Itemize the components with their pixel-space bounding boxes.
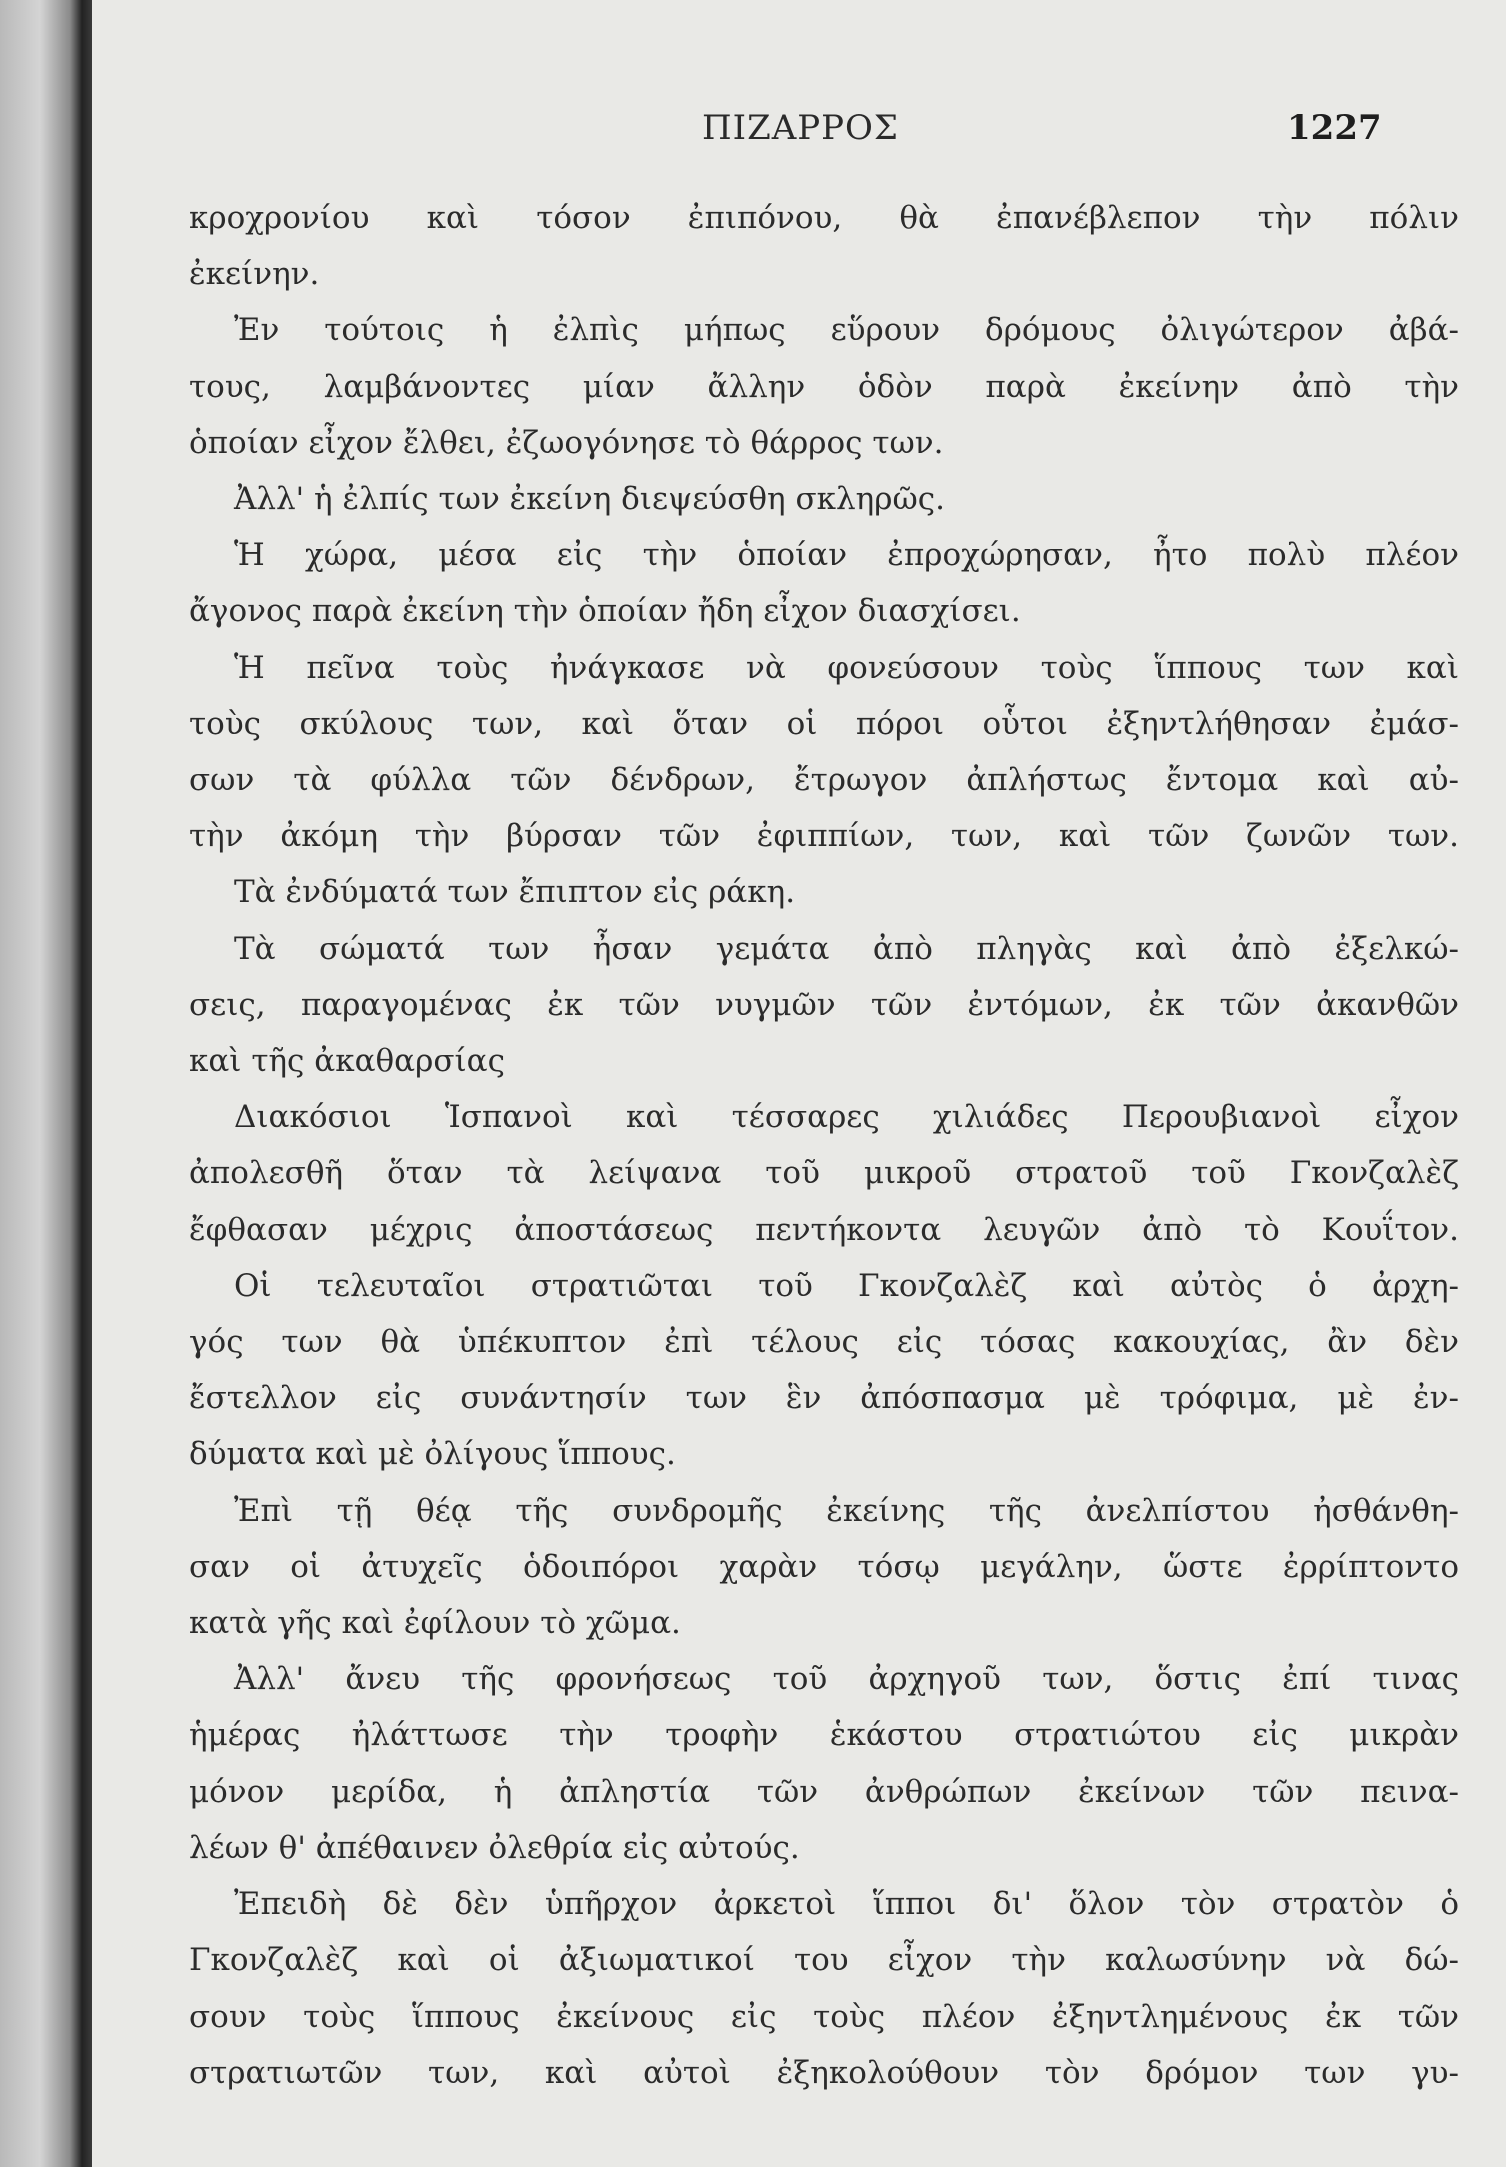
text-line: Τὰ ἐνδύματά των ἔπιπτον εἰς ράκη. xyxy=(234,874,796,911)
text-line: Ἐπειδὴ δὲ δὲν ὑπῆρχον ἀρκετοὶ ἵπποι δι' ὅλον τὸν στρατὸν ὁ xyxy=(234,1886,1459,1923)
text-line: τὴν ἀκόμη τὴν βύρσαν τῶν ἐφιππίων, των, καὶ τῶν ζωνῶν των. xyxy=(189,818,1459,855)
text-line: γός των θὰ ὑπέκυπτον ἐπὶ τέλους εἰς τόσας κακουχίας, ἂν δὲν xyxy=(189,1324,1459,1361)
running-title: ΠΙΖΑΡΡΟΣ xyxy=(702,108,899,148)
text-line: Ἡ πεῖνα τοὺς ἠνάγκασε νὰ φονεύσουν τοὺς ἵππους των καὶ xyxy=(234,649,1459,686)
text-line: σαν οἱ ἀτυχεῖς ὁδοιπόροι χαρὰν τόσῳ μεγάλην, ὥστε ἐρρίπτοντο xyxy=(189,1548,1459,1585)
text-line: τους, λαμβάνοντες μίαν ἄλλην ὁδὸν παρὰ ἐκείνην ἀπὸ τὴν xyxy=(189,368,1459,405)
page-number: 1227 xyxy=(1287,108,1382,148)
text-line: στρατιωτῶν των, καὶ αὐτοὶ ἐξηκολούθουν τὸν δρόμον των γυ- xyxy=(189,2054,1459,2091)
text-line: Διακόσιοι Ἱσπανοὶ καὶ τέσσαρες χιλιάδες Περουβιανοὶ εἶχον xyxy=(234,1099,1459,1136)
text-line: τοὺς σκύλους των, καὶ ὅταν οἱ πόροι οὗτοι ἐξηντλήθησαν ἐμάσ- xyxy=(189,705,1459,742)
page-header xyxy=(92,108,1506,158)
text-line: σεις, παραγομένας ἐκ τῶν νυγμῶν τῶν ἐντόμων, ἐκ τῶν ἀκανθῶν xyxy=(189,986,1459,1023)
text-line: Οἱ τελευταῖοι στρατιῶται τοῦ Γκονζαλὲζ καὶ αὐτὸς ὁ ἀρχη- xyxy=(234,1267,1459,1304)
text-line: Ἡ χώρα, μέσα εἰς τὴν ὁποίαν ἐπροχώρησαν, ἦτο πολὺ πλέον xyxy=(234,537,1459,574)
text-line: κροχρονίου καὶ τόσον ἐπιπόνου, θὰ ἐπανέβλεπον τὴν πόλιν xyxy=(189,200,1459,236)
book-page xyxy=(92,0,1506,2167)
text-line: δύματα καὶ μὲ ὀλίγους ἵππους. xyxy=(189,1436,676,1473)
text-line: σων τὰ φύλλα τῶν δένδρων, ἔτρωγον ἀπλήστως ἔντομα καὶ αὐ- xyxy=(189,762,1459,799)
text-line: Ἐπὶ τῇ θέᾳ τῆς συνδρομῆς ἐκείνης τῆς ἀνελπίστου ἠσθάνθη- xyxy=(234,1492,1459,1529)
text-line: ἔφθασαν μέχρις ἀποστάσεως πεντήκοντα λευγῶν ἀπὸ τὸ Κουΐτον. xyxy=(189,1211,1459,1248)
book-binding-shadow xyxy=(0,0,92,2167)
text-line: Γκονζαλὲζ καὶ οἱ ἀξιωματικοί του εἶχον τὴν καλωσύνην νὰ δώ- xyxy=(189,1942,1459,1979)
text-line: σουν τοὺς ἵππους ἐκείνους εἰς τοὺς πλέον ἐξηντλημένους ἐκ τῶν xyxy=(189,1998,1459,2035)
text-line: ἐκείνην. xyxy=(189,256,320,293)
text-line: Τὰ σώματά των ἦσαν γεμάτα ἀπὸ πληγὰς καὶ ἀπὸ ἐξελκώ- xyxy=(234,930,1459,967)
text-line: καὶ τῆς ἀκαθαρσίας xyxy=(189,1043,505,1080)
body-text xyxy=(189,190,1459,2101)
text-line: Ἀλλ' ἡ ἐλπίς των ἐκείνη διεψεύσθη σκληρῶς. xyxy=(234,481,945,518)
text-line: ἀπολεσθῆ ὅταν τὰ λείψανα τοῦ μικροῦ στρατοῦ τοῦ Γκονζαλὲζ xyxy=(189,1155,1459,1192)
text-line: ἡμέρας ἠλάττωσε τὴν τροφὴν ἑκάστου στρατιώτου εἰς μικρὰν xyxy=(189,1717,1459,1754)
text-line: Ἐν τούτοις ἡ ἐλπὶς μήπως εὕρουν δρόμους ὀλιγώτερον ἀβά- xyxy=(234,312,1459,349)
text-line: ὁποίαν εἶχον ἔλθει, ἐζωογόνησε τὸ θάρρος των. xyxy=(189,424,944,461)
text-line: κατὰ γῆς καὶ ἐφίλουν τὸ χῶμα. xyxy=(189,1605,681,1642)
text-line: ἄγονος παρὰ ἐκείνη τὴν ὁποίαν ἤδη εἶχον διασχίσει. xyxy=(189,593,1021,630)
text-line: ἔστελλον εἰς συνάντησίν των ἓν ἀπόσπασμα μὲ τρόφιμα, μὲ ἐν- xyxy=(189,1380,1459,1417)
text-line: λέων θ' ἀπέθαινεν ὀλεθρία εἰς αὐτούς. xyxy=(189,1829,800,1866)
text-line: Ἀλλ' ἄνευ τῆς φρονήσεως τοῦ ἀρχηγοῦ των, ὅστις ἐπί τινας xyxy=(234,1661,1459,1698)
text-line: μόνον μερίδα, ἡ ἀπληστία τῶν ἀνθρώπων ἐκείνων τῶν πεινα- xyxy=(189,1773,1459,1810)
